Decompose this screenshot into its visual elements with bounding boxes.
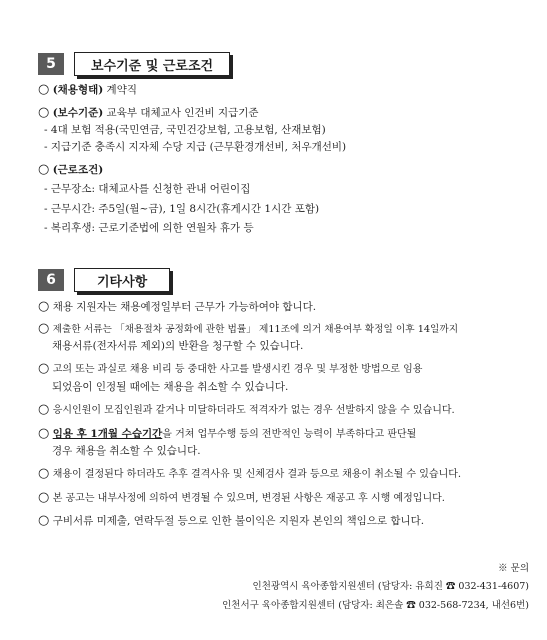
notice-item xyxy=(38,514,424,528)
notice-item xyxy=(38,467,461,482)
employment-type-value: 계약직 xyxy=(106,84,137,96)
notice-text: 본 공고는 내부사정에 의하여 변경될 수 있으며, 변경된 사항은 재공고 후 시행 예정입니다. xyxy=(52,493,445,504)
bullet: ○ xyxy=(38,361,50,376)
bullet: ○ xyxy=(38,105,50,120)
conditions-line xyxy=(38,163,103,177)
contact-line: 인천서구 육아종합지원센터 (담당자: 최은솔 ☎ 032-568-7234, 내선6번) xyxy=(222,600,529,611)
bullet: ○ xyxy=(38,466,50,481)
bullet: ○ xyxy=(38,402,50,417)
pay-item: - 4대 보험 적용(국민연금, 국민건강보험, 고용보험, 산재보험) xyxy=(44,124,326,136)
condition-item: - 복리후생: 근로기준법에 의한 연월차 휴가 등 xyxy=(44,222,254,234)
section-number: 6 xyxy=(38,269,64,291)
section-number: 5 xyxy=(38,53,64,75)
contact-heading: ※ 문의 xyxy=(498,563,529,574)
bullet: ○ xyxy=(38,513,50,528)
bullet: ○ xyxy=(38,321,50,336)
bullet: ○ xyxy=(38,162,50,177)
pay-standard-value: 교육부 대체교사 인건비 지급기준 xyxy=(106,107,259,119)
notice-text: 을 거쳐 업무수행 등의 전반적인 능력이 부족하다고 판단될 xyxy=(162,429,417,440)
notice-item xyxy=(38,322,458,337)
condition-item: - 근무시간: 주5일(월~금), 1일 8시간(휴게시간 1시간 포함) xyxy=(44,203,320,215)
notice-item xyxy=(38,403,455,418)
section-6-header xyxy=(38,268,170,292)
notice-text-cont: 경우 채용을 취소할 수 있습니다. xyxy=(52,445,201,457)
employment-type-label: (채용형태) xyxy=(52,84,104,96)
bullet: ○ xyxy=(38,490,50,505)
bullet: ○ xyxy=(38,82,50,97)
notice-text: 응시인원이 모집인원과 같거나 미달하더라도 적격자가 없는 경우 선발하지 않을 수 있습니다. xyxy=(52,405,455,416)
bullet: ○ xyxy=(38,426,50,441)
notice-item xyxy=(38,300,316,314)
notice-text: 제출한 서류는 「채용절차 공정화에 관한 법률」 제11조에 의거 채용여부 확정일 이후 14일까지 xyxy=(52,324,459,335)
notice-item xyxy=(38,491,445,506)
pay-standard-label: (보수기준) xyxy=(52,107,104,119)
section-title: 기타사항 xyxy=(74,268,170,292)
probation-emphasis: 임용 후 1개월 수습기간 xyxy=(52,428,163,440)
notice-item xyxy=(38,427,416,442)
conditions-label: (근로조건) xyxy=(52,164,104,176)
pay-item: - 지급기준 충족시 지자체 수당 지급 (근무환경개선비, 처우개선비) xyxy=(44,141,347,153)
notice-text-cont: 되었음이 인정될 때에는 채용을 취소할 수 있습니다. xyxy=(52,381,289,393)
notice-item xyxy=(38,362,422,377)
notice-text: 채용이 결정된다 하더라도 추후 결격사유 및 신체검사 결과 등으로 채용이 취소될 수 있습니다. xyxy=(52,469,462,480)
notice-text: 구비서류 미제출, 연락두절 등으로 인한 불이익은 지원자 본인의 책임으로 합니다. xyxy=(52,515,425,527)
pay-standard-line xyxy=(38,106,259,120)
employment-type-line xyxy=(38,83,137,97)
section-5-header xyxy=(38,52,230,76)
notice-text: 고의 또는 과실로 채용 비리 등 중대한 사고를 발생시킨 경우 및 부정한 방법으로 임용 xyxy=(52,364,423,375)
notice-text: 채용 지원자는 채용예정일부터 근무가 가능하여야 합니다. xyxy=(52,301,317,313)
bullet: ○ xyxy=(38,299,50,314)
contact-line: 인천광역시 육아종합지원센터 (담당자: 유희진 ☎ 032-431-4607) xyxy=(252,581,529,592)
notice-text-cont: 채용서류(전자서류 제외)의 반환을 청구할 수 있습니다. xyxy=(52,340,304,352)
section-title: 보수기준 및 근로조건 xyxy=(74,52,230,76)
condition-item: - 근무장소: 대체교사를 신청한 관내 어린이집 xyxy=(44,183,251,195)
